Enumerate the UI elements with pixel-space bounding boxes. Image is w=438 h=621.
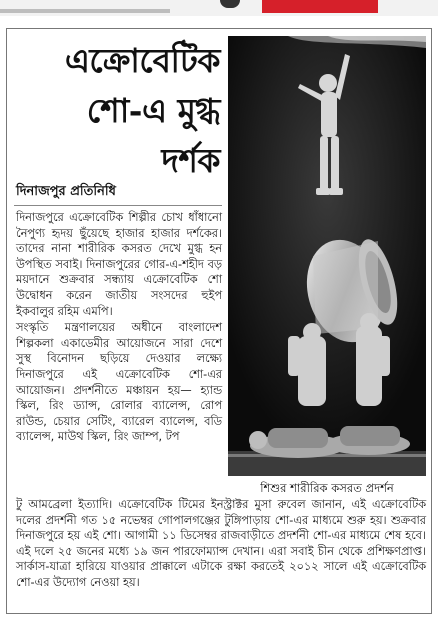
headline bbox=[12, 36, 220, 186]
masthead-red-bar bbox=[262, 0, 378, 13]
headline-line-3: দর্শক bbox=[161, 141, 220, 180]
masthead-strip bbox=[0, 0, 438, 16]
article-paragraph-1: দিনাজপুরে এক্রোবেটিক শিল্পীর চোখ ধাঁধানো নৈপুণ্য হৃদয় ছুঁয়েছে হাজার হাজার দর্শকের। তাদের নানা শারীরিক কসরত দেখে মুগ্ধ হন উপস্থিত সবাই। দিনাজপুরের গোর-এ-শহীদ বড় ময়দানে শুক্রবার সন্ধ্যায় এক্রোবেটিক শো উদ্বোধন করেন জাতীয় সংসদের হুইপ ইকবালুর রহিম এমপি। bbox=[16, 211, 222, 318]
headline-line-1: এক্রোবেটিক bbox=[64, 41, 220, 80]
byline-divider bbox=[14, 205, 222, 206]
acrobat-photo-illustration bbox=[228, 36, 426, 476]
masthead-gray-rule bbox=[0, 9, 170, 13]
photo-caption: শিশুর শারীরিক কসরত প্রদর্শন bbox=[260, 481, 394, 495]
acrobat-photo bbox=[228, 36, 426, 476]
byline: দিনাজপুর প্রতিনিধি bbox=[16, 184, 116, 199]
article-continued-text: টু আমব্রেলা ইত্যাদি। এক্রোবেটিক টিমের ইনস্ট্রাক্টর মুসা রুবেল জানান, এই এক্রোবেটিক দলের প্রদর্শনী গত ১৫ নভেম্বর গোপালগঞ্জের টুঙ্গিপাড়ায় শো-এর মাধ্যমে শুরু হয়। শুক্রবার দিনাজপুরে হয় এই শো। আগামী ১১ ডিসেম্বর রাজবাড়ীতে প্রদর্শনী শো-এর মাধ্যমে শেষ হবে। এই দলে ২৫ জনের মধ্যে ১৯ জন পারফোম্যান্স দেখান। এরা সবাই চীন থেকে প্রশিক্ষণপ্রাপ্ত। সার্কাস-যাত্রা হারিয়ে যাওয়ার প্রাক্কালে এটাকে রক্ষা করতেই ২০১২ সালে এই এক্রোবেটিক শো-এর উদ্যোগ নেওয়া হয়। bbox=[16, 498, 426, 589]
headline-line-2: শো-এ মুগ্ধ bbox=[86, 91, 220, 130]
masthead-page-tab bbox=[220, 0, 240, 8]
article-paragraph-2: সংস্কৃতি মন্ত্রণালয়ের অধীনে বাংলাদেশ শিল্পকলা একাডেমীর আয়োজনে সারা দেশে সুস্থ বিনোদন ছড়িয়ে দেওয়ার লক্ষ্যে দিনাজপুরে এই এক্রোবেটিক শো-এর আয়োজন। প্রদর্শনীতে মঞ্চায়ন হয়— হ্যান্ড স্কিল, রিং ড্যান্স, রোলার ব্যালেন্স, রোপ রাউন্ড, চেয়ার সেটিং, ব্যারেল ব্যালেন্স, বডি ব্যালেন্স, মাউথ স্কিল, রিং জাম্প, টপ bbox=[16, 321, 222, 444]
article-body-column bbox=[16, 210, 222, 445]
